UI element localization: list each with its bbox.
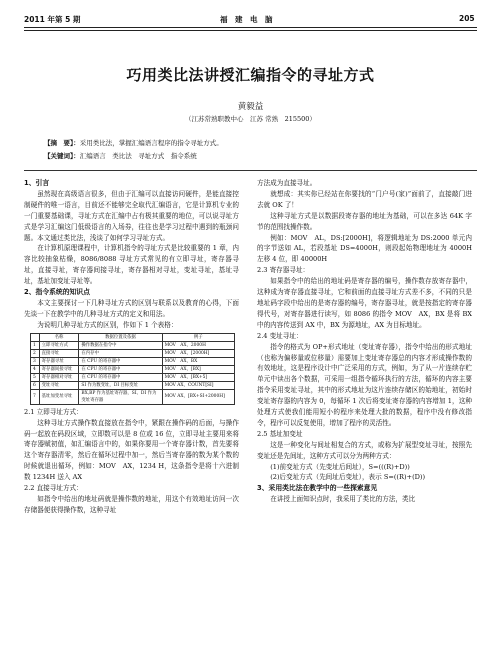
table-header-cell [31,333,40,341]
table-cell: 基址加变址寻址 [39,389,79,404]
paragraph: 这种寻址方式操作数直接放在指令中，紧跟在操作码的后面，与操作码一起放在码段区域，立即数可以是 8 位或 16 位，立即寻址主要用来将寄存器赋初值，如汇编语言中的，如果你要用一个寄存器计数，首先要将这个寄存器清零，然后在循环过程中加一，然后当寄存器的数为某个数的时候就退出循环，例如：MOV AX，1234 H，这条指令是将十六进制数 1234H 送入 AX [24,418,239,482]
table-cell: 操作数据在指令中 [79,341,162,349]
article-title: 巧用类比法讲授汇编指令的寻址方式 [126,66,375,84]
table-cell: MOV AX，BX [162,357,234,365]
subsection-2-1-heading: 2.1 立即寻址方式： [24,407,83,416]
table-cell: 6 [31,381,40,389]
table-cell: MOV AX，[2000H] [162,349,234,357]
table-cell: SI 作为数变址，DI 目标变址 [79,381,162,389]
table-cell: 1 [31,341,40,349]
section-2-heading: 2、指令系统的知识点 [24,288,90,297]
table-cell: MOV AX，[BX] [162,365,234,373]
paragraph: 就想成：其实你已经站在你要找的“门户号(家)”面前了，直接敲门进去就 OK 了！ [257,189,472,209]
subsection-2-5-heading: 2.5 基址加变址 [257,429,303,438]
paragraph: 在讲授上面知识点时，我采用了类比的方法，类比 [270,495,416,504]
keywords-text: 汇编语言 类比法 寻址方式 指令系统 [79,152,197,160]
abstract-text: 采用类比法，掌握汇编语言程序的指令寻址方式。 [79,139,223,147]
table-cell: MOV AX，[BX+5] [162,373,234,381]
table-header-cell: 例子 [162,333,234,341]
table-cell: 在内存中 [79,349,162,357]
section-1-heading: 1、引言 [24,179,50,187]
journal-name: 福 建 电 脑 [220,15,273,24]
table-cell: 变址寻址 [39,381,79,389]
table-cell: MOV AX，[BX+SI+2000H] [162,389,234,404]
table-cell: MOV AX，2000H [162,341,234,349]
formula-line: (1)前变址方式（先变址后间址），S=(((R)+D)) [270,462,410,471]
page-number: 205 [459,14,475,23]
paragraph: 指令的格式为 OP+形式地址（变址寄存器），指令中给出的形式地址（也称为偏移量或位移量）需要加上变址寄存器总的内容才形成操作数的有效地址，这是程序设计中广泛采用的方式，例如，为了从一片连续存贮单元中读出各个数据，可采用一组指令循环执行的方法，循环的内容主要指令采用变址寻址，其中的形式地址为这片连续存储区的始地址，初始时变址寄存器的内容为 0，每循环 1 次后将变址寄存器的内容增加 1，这种处理方式使我们能用短小的程序来处理大批的数据，程序中没有修改指令，程序可以反复使用，增加了程序的灵活性。 [257,342,472,427]
table-row [31,365,235,373]
header-rule-thin [24,30,477,31]
paragraph: 方法成为直接寻址。 [257,179,317,187]
table-header-row [31,333,235,341]
table-cell: 寄存器寻址 [39,357,79,365]
abstract-line [44,137,464,150]
table-row [31,389,235,404]
table-cell: 在 CPU 的寄存器中 [79,373,162,381]
table-header-cell: 名称 [39,333,79,341]
table-header-cell: 数据位置及依据 [79,333,162,341]
table-row [31,373,235,381]
table-cell: 寄存器间接寻址 [39,365,79,373]
keywords-line [44,150,464,163]
abstract-label: 【摘 要】： [44,139,80,147]
author: 黄毅益 [237,102,264,112]
table-cell: 直接寻址 [39,349,79,357]
section-divider [24,170,477,171]
affiliation: （江苏常熟职教中心 江苏 常熟 215500） [185,115,316,123]
table-cell: 3 [31,357,40,365]
keywords-label: 【关键词】： [44,152,80,160]
table-row [31,381,235,389]
paragraph: 这种寻址方式是以数据段寄存器的地址为基础，可以在多达 64K 字节的范围找操作数。 [257,211,472,231]
header-rule [24,27,477,28]
running-header [0,6,501,26]
right-column [257,178,472,505]
table-cell: MOV AX，COUNT[SI] [162,381,234,389]
paragraph: 在计算机原理课程中，计算机指令的寻址方式是比较重要的 1 章，内容比较抽象枯燥，8086/8088 寻址方式常见的有立即寻址，寄存器寻址，直接寻址，寄存器间接寻址，寄存器相对寻址，变址寻址，基址寻址，基址加变址寻址等。 [24,244,239,286]
paragraph: 本文主要探讨一下几种寻址方式的区别与联系以及教育的心得，下面先谈一下在教学中的几种寻址方式的定义和用法。 [24,298,239,318]
paragraph: 如指令中给出的地址码就是操作数的地址，用这个有效地址访问一次存储器便获得操作数，这种寻址 [24,494,239,514]
table-cell: 2 [31,349,40,357]
paragraph: 为说明几种寻址方式的区别，作如下 1 个表格： [37,320,178,329]
subsection-2-3-heading: 2.3 寄存器寻址： [257,266,310,275]
subsection-2-4-heading: 2.4 变址寻址： [257,331,303,340]
table-cell: BX,BP 作为基址寄存器，SI、DI 作为变址寄存器 [79,389,162,404]
formula-line: (2)后变址方式（先间址后变址），表示 S=((R)+(D)) [270,473,426,482]
subsection-2-2-heading: 2.2 直接寻址方式： [24,484,83,493]
abstract-block [44,137,464,163]
table-cell: 7 [31,389,40,404]
table-row [31,349,235,357]
table-row [31,357,235,365]
issue-label: 2011 年第 5 期 [24,15,81,24]
table-cell: 在 CPU 的寄存器中 [79,365,162,373]
table-row [31,341,235,349]
table-cell: 5 [31,373,40,381]
table-cell: 立即寻址方式 [39,341,79,349]
left-column [24,178,239,516]
addressing-mode-table [30,333,235,405]
section-3-heading: 3、采用类比法在教学中的一些探索意见 [257,484,378,493]
table-cell: 在 CPU 的寄存器中 [79,357,162,365]
table-cell: 4 [31,365,40,373]
paragraph: 如果指令中的给出的地址码是寄存器的编号，操作数存放寄存器中，这种成为寄存器直接寻址，它和前面的直接寻址方式差不多，不同的只是地址码字段中给出的是寄存器的编号，寄存器寻址，就是按指定的寄存器得代号，对寄存器进行读写，如 8086 的指令 MOV AX，BX 是将 BX 中的内容传送到 AX 中，BX 为源地址，AX 为目标地址。 [257,277,472,329]
paragraph: 虽然现在高级语言很多，但由于汇编可以直接访问硬件，是能直接控制硬件的唯一语言，目前还不能够完全取代汇编语言，它是计算机专业的一门重要基础课，寻址方式在汇编中占有极其重要的地位，可以说寻址方式是学习汇编这门低级语言的入场券，往往也是学习过程中遇到的瓶颈问题。本文通过类比法，浅谈了如何学习寻址方式。 [24,189,239,242]
paragraph: 这是一种变化与间址相复合的方式，或称为扩展型变址寻址，按照先变址还是先间址，这种方式可以分为两种方式： [257,440,472,460]
paragraph: 例如：MOV AL，DS:[2000H]，将逻辑地址为 DS:2000 单元内的字节送如 AL，若段基址 DS=4000H，则段起始物理地址为 4000H 左移 4 位，即 40000H [257,233,472,264]
table-cell: 寄存器相对寻址 [39,373,79,381]
